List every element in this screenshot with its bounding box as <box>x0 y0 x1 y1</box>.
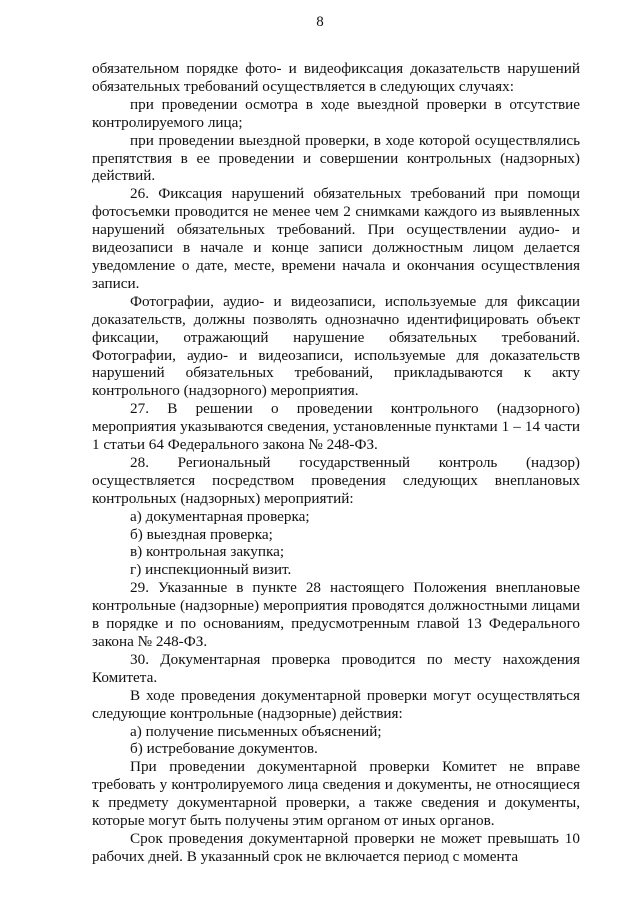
paragraph: г) инспекционный визит. <box>130 561 292 579</box>
paragraph: а) получение письменных объяснений; <box>130 722 382 740</box>
paragraph: а) документарная проверка; <box>130 507 310 525</box>
paragraph: при проведении выездной проверки, в ходе которой осуществлялись препятствия в ее проведении и совершении контрольных (надзорных) действий. <box>92 131 580 185</box>
paragraph: обязательном порядке фото- и видеофиксация доказательств нарушений обязательных требований осуществляется в следующих случаях: <box>92 60 580 95</box>
paragraph: В ходе проведения документарной проверки могут осуществляться следующие контрольные (надзорные) действия: <box>92 686 580 722</box>
paragraph: При проведении документарной проверки Комитет не вправе требовать у контролируемого лица сведения и документы, не относящиеся к предмету документарной проверки, а также сведения и документы, которые могут быть получены этим органом от иных органов. <box>92 758 580 830</box>
paragraph: б) истребование документов. <box>130 740 318 758</box>
paragraph: Фотографии, аудио- и видеозаписи, используемые для фиксации доказательств, должны позволять однозначно идентифицировать объект фиксации, отражающий нарушение обязательных требований. Фотографии, аудио- и видеозаписи, используемые для доказательств нарушений обязательных требований, прикладываются к акту контрольного (надзорного) мероприятия. <box>92 292 580 400</box>
paragraph: 28. Региональный государственный контроль (надзор) осуществляется посредством проведения следующих внеплановых контрольных (надзорных) мероприятий: <box>92 453 580 507</box>
paragraph: Срок проведения документарной проверки не может превышать 10 рабочих дней. В указанный срок не включается период с момента <box>92 829 580 865</box>
paragraph: 27. В решении о проведении контрольного (надзорного) мероприятия указываются сведения, установленные пунктами 1 – 14 части 1 статьи 64 Федерального закона № 248-ФЗ. <box>92 400 580 454</box>
paragraph: 29. Указанные в пункте 28 настоящего Положения внеплановые контрольные (надзорные) мероприятия проводятся должностными лицами в порядке и по основаниям, предусмотренным главой 13 Федерального закона № 248-ФЗ. <box>92 579 580 650</box>
paragraph: б) выездная проверка; <box>130 525 273 543</box>
paragraph: в) контрольная закупка; <box>130 543 285 561</box>
paragraph: 30. Документарная проверка проводится по месту нахождения Комитета. <box>92 650 580 686</box>
page-number: 8 <box>316 14 324 30</box>
document-body <box>92 60 580 866</box>
paragraph: 26. Фиксация нарушений обязательных требований при помощи фотосъемки проводится не менее чем 2 снимками каждого из выявленных нарушений обязательных требований. При осуществлении аудио- и видеозаписи в начале и конце записи должностным лицом делается уведомление о дате, месте, времени начала и окончания осуществления записи. <box>92 185 580 292</box>
paragraph: при проведении осмотра в ходе выездной проверки в отсутствие контролируемого лица; <box>92 95 580 131</box>
